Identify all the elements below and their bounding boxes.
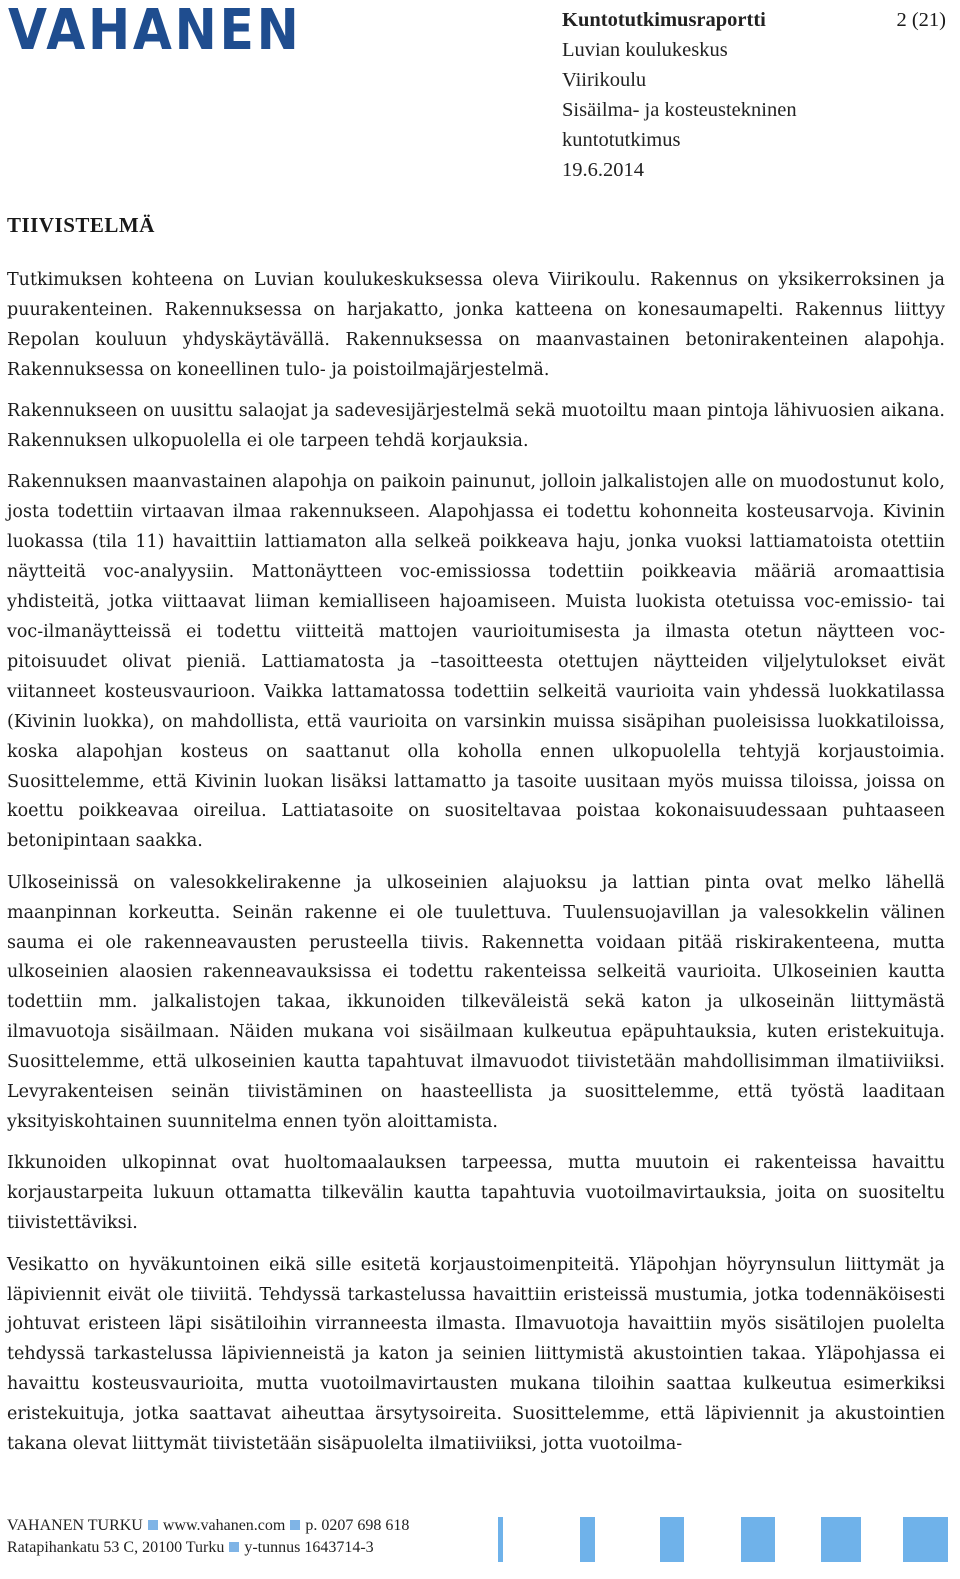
decorative-bar [660, 1517, 684, 1562]
summary-body [7, 266, 945, 1471]
decorative-bar [903, 1517, 948, 1562]
vahanen-logo: VAHANEN [8, 0, 302, 63]
paragraph: Rakennukseen on uusittu salaojat ja sadevesijärjestelmä sekä muotoiltu maan pintoja lähivuosien aikana. Rakennuksen ulkopuolella ei ole tarpeen tehdä korjauksia. [7, 401, 945, 452]
footer-phone: p. 0207 698 618 [305, 1517, 410, 1534]
header-line: Sisäilma- ja kosteustekninen [562, 99, 797, 121]
footer-web-link[interactable]: www.vahanen.com [162, 1517, 286, 1534]
decorative-bar [580, 1517, 595, 1562]
square-bullet-icon [148, 1520, 158, 1530]
paragraph: Rakennuksen maanvastainen alapohja on paikoin painunut, jolloin jalkalistojen alle on muodostunut kolo, josta todettiin virtaavan ilmaa rakennukseen. Alapohjassa ei todettu kohonneita kosteusarvoja. Kivinin luokassa (tila 11) havaittiin lattiamaton alla selkeä poikkeava haju, jonka vuoksi lattiamatoista otettiin näytteitä voc-analyysiin. Mattonäytteen voc-emissiossa todettiin poikkeavia määriä aromaattisia yhdisteitä, jotka viittaavat liiman kemialliseen hajoamiseen. Muista luokista otetuissa voc-emissio- tai voc-ilmanäytteissä ei todettu viitteitä mattojen vaurioitumisesta ja ilmasta otetun näytteen voc-pitoisuudet olivat pieniä. Lattiamatosta ja –tasoitteesta otettujen näytteiden viljelytulokset eivät viitanneet kosteusvaurioon. Vaikka lattamatossa todettiin selkeitä vaurioita vain yhdessä luokkatilassa (Kivinin luokka), on mahdollista, että vaurioita on varsinkin muissa sisäpihan puoleisissa luokkatiloissa, koska alapohjan kosteus on saattanut olla koholla ennen ulkopuolella tehtyjä korjaustoimia. Suosittelemme, että Kivinin luokan lisäksi lattamatto ja tasoite uusitaan myös muissa tiloissa, joissa on koettu poikkeavaa oireilua. Lattiatasoite on suositeltavaa poistaa kokonaisuudessaan puhtaaseen betonipintaan saakka. [7, 472, 945, 852]
paragraph: Tutkimuksen kohteena on Luvian koulukeskuksessa oleva Viirikoulu. Rakennus on yksikerroksinen ja puurakenteinen. Rakennuksessa on harjakatto, jonka katteena on konesaumapelti. Rakennus liittyy Repolan kouluun yhdyskäytävällä. Rakennuksessa on maanvastainen betonirakenteinen alapohja. Rakennuksessa on koneellinen tulo- ja poistoilmajärjestelmä. [7, 270, 945, 380]
header-date: 19.6.2014 [562, 159, 644, 181]
decorative-bar [741, 1517, 775, 1562]
page-footer [7, 1515, 409, 1559]
footer-address: Ratapihankatu 53 C, 20100 Turku [7, 1539, 225, 1556]
header-line: Viirikoulu [562, 69, 647, 91]
footer-business-id: y-tunnus 1643714-3 [244, 1539, 374, 1556]
page-number: 2 (21) [896, 9, 946, 31]
paragraph: Vesikatto on hyväkuntoinen eikä sille esitetä korjaustoimenpiteitä. Yläpohjan höyrynsulun liittymät ja läpiviennit eivät ole tiiviitä. Tehdyssä tarkastelussa havaittiin eristeissä mustumia, jotka todennäköisesti johtuvat eristeen läpi sisätiloihin virranneesta ilmasta. Ilmavuotoja havaittiin myös sisätilojen puolelta tehdyssä tarkastelussa läpivienneistä ja katon ja seinien liittymistä akustointien takaa. Yläpohjassa ei havaittu kosteusvaurioita, mutta vuotoilmavirtausten mukana tiloihin saattaa kulkeutua esimerkiksi eristekuituja, jotka saattavat aiheuttaa ärsytysoireita. Suosittelemme, että läpiviennit ja akustointien takana olevat liittymät tiivistetään sisäpuolelta ilmatiiviiksi, jotta vuotoilma- [7, 1254, 945, 1455]
header-line: kuntotutkimus [562, 129, 681, 151]
report-header [562, 5, 862, 185]
footer-line-2 [7, 1537, 409, 1559]
decorative-bar [498, 1517, 503, 1562]
paragraph: Ulkoseinissä on valesokkelirakenne ja ulkoseinien alajuoksu ja lattian pinta ovat melko lähellä maanpinnan korkeutta. Seinän rakenne ei ole tuulettuva. Tuulensuojavillan ja valesokkelin välinen sauma ei ole rakenneavausten perusteella tiivis. Rakennetta voidaan pitää riskirakenteena, mutta ulkoseinien alaosien rakenneavauksissa ei todettu rakenteissa selkeitä vaurioita. Ulkoseinien kautta todettiin mm. jalkalistojen takaa, ikkunoiden tilkeväleistä sekä katon ja ulkoseinän liittymästä ilmavuotoja sisäilmaan. Näiden mukana voi sisäilmaan kulkeutua epäpuhtauksia, kuten eristekuituja. Suosittelemme, että ulkoseinien kautta tapahtuvat ilmavuodot tiivistetään mahdollisimman ilmatiiviiksi. Levyrakenteisen seinän tiivistäminen on haasteellista ja suosittelemme, että työstä laaditaan yksityiskohtainen suunnitelma ennen työn aloittamista. [7, 872, 945, 1132]
footer-line-1 [7, 1515, 409, 1537]
square-bullet-icon [290, 1520, 300, 1530]
footer-company: VAHANEN TURKU [7, 1517, 143, 1534]
paragraph: Ikkunoiden ulkopinnat ovat huoltomaalauksen tarpeessa, mutta muutoin ei rakenteissa havaittu korjaustarpeita lukuun ottamatta tilkevälin kautta tapahtuvia vuotoilmavirtauksia, joita on suositeltu tiivistettäviksi. [7, 1153, 945, 1234]
report-title: Kuntotutkimusraportti [562, 9, 766, 31]
header-line: Luvian koulukeskus [562, 39, 728, 61]
square-bullet-icon [229, 1542, 239, 1552]
decorative-bar [821, 1517, 861, 1562]
section-heading: TIIVISTELMÄ [7, 213, 155, 237]
footer-decorative-bars [498, 1517, 948, 1562]
